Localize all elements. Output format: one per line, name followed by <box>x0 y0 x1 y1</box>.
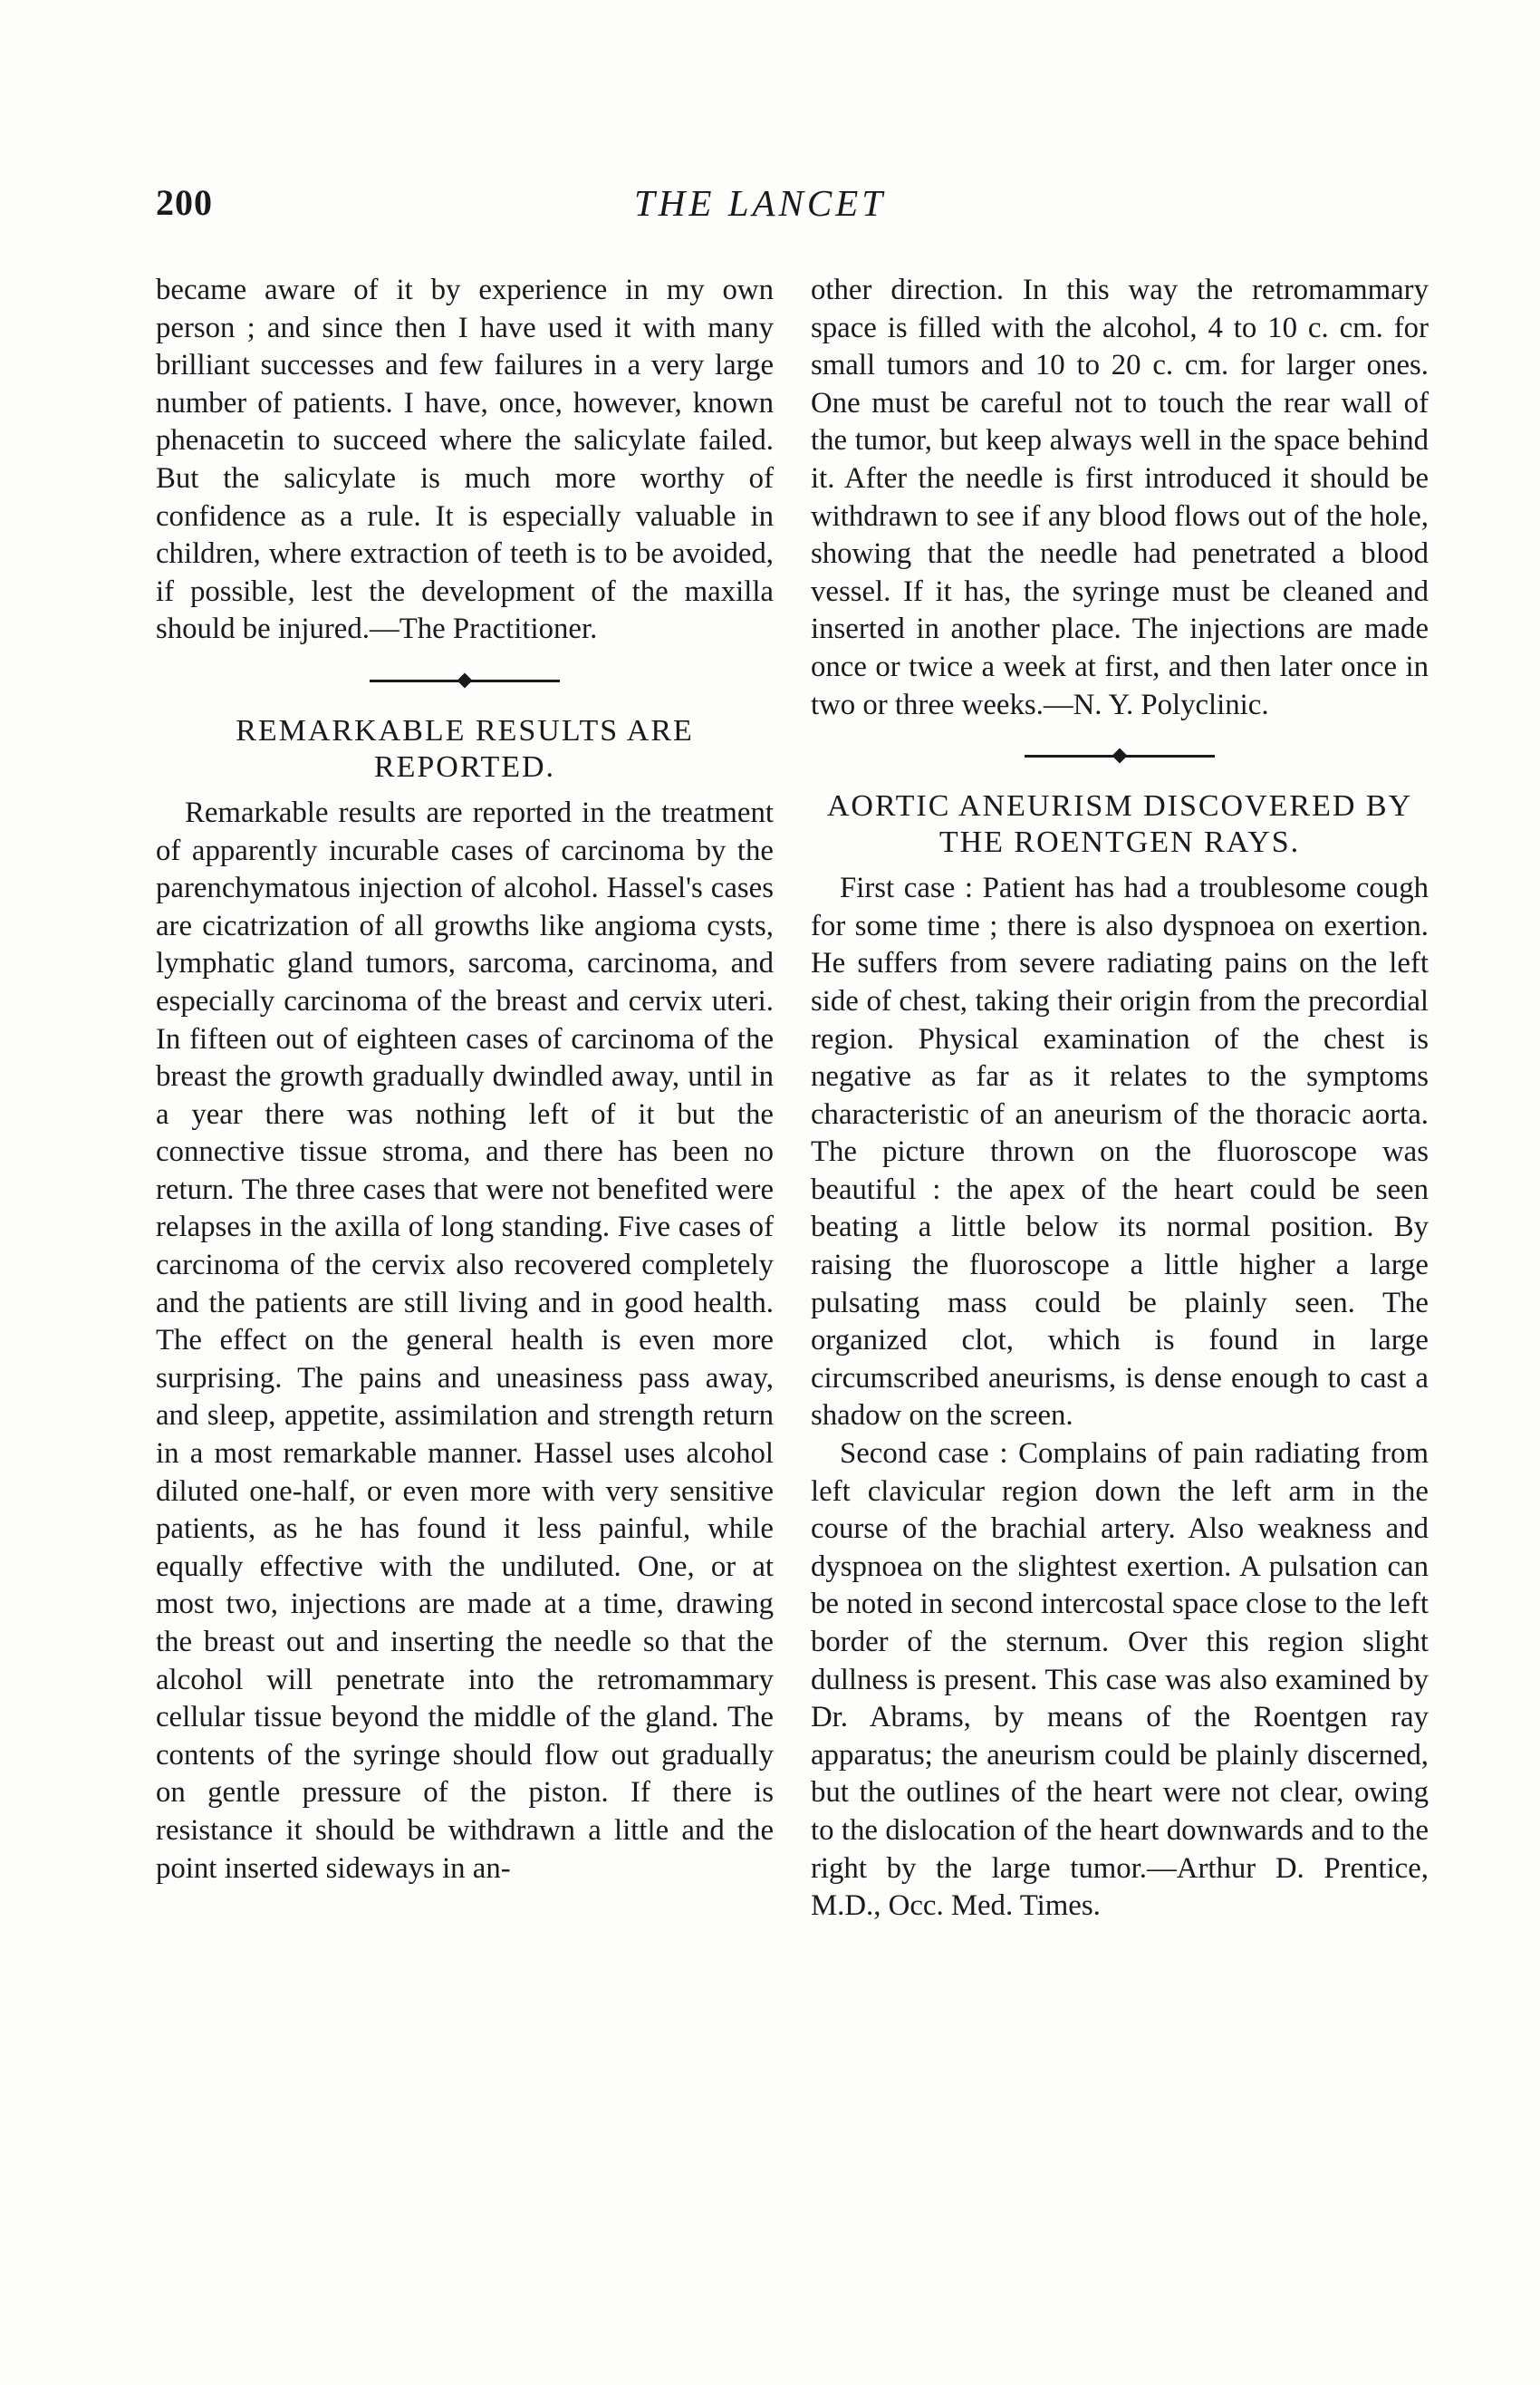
continued-paragraph: became aware of it by experience in my own person ; and since then I have used it with many brilliant successes and few failures in a very large number of patients. I have, once, however, known phenacetin to succeed where the salicylate failed. But the salicylate is much more worthy of confidence as a rule. It is especially valuable in children, where extraction of teeth is to be avoided, if possible, lest the development of the maxilla should be injured.—The Practitioner. <box>156 274 774 646</box>
page-header <box>0 181 1540 227</box>
right-column <box>811 272 1429 1926</box>
page-number: 200 <box>156 182 213 223</box>
journal-title: THE LANCET <box>634 182 887 224</box>
article-title: REMARKABLE RESULTS ARE REPORTED. <box>236 713 694 784</box>
article-body: Remarkable results are reported in the treatment of apparently incurable cases of carcinoma by the parenchymatous injection of alcohol. Hassel's cases are cicatrization of all growths like angioma cysts, lymphatic gland tumors, sarcoma, carcinoma, and especially carcinoma of the breast and cervix uteri. In fifteen out of eighteen cases of carcinoma of the breast the growth gradually dwindled away, until in a year there was nothing left of it but the connective tissue stroma, and there has been no return. The three cases that were not benefited were relapses in the axilla of long standing. Five cases of carcinoma of the cervix also recovered completely and the patients are still living and in good health. The effect on the general health is even more surprising. The pains and uneasiness pass away, and sleep, appetite, assimilation and strength return in a most remarkable manner. Hassel uses alcohol diluted one-half, or even more with very sensitive patients, as he has found it less painful, while equally effective with the undiluted. One, or at most two, injections are made at a time, drawing the breast out and inserting the needle so that the alcohol will penetrate into the retromammary cellular tissue beyond the middle of the gland. The contents of the syringe should flow out gradually on gentle pressure of the piston. If there is resistance it should be withdrawn a little and the point inserted sideways in an- <box>156 796 774 1885</box>
section-divider <box>1025 755 1215 758</box>
first-case-paragraph: First case : Patient has had a troublesome cough for some time ; there is also dyspnoea on exertion. He suffers from severe radiating pains on the left side of chest, taking their origin from the precordial region. Physical examination of the chest is negative as far as it relates to the symptoms characteristic of an aneurism of the thoracic aorta. The picture thrown on the fluoroscope was beautiful : the apex of the heart could be seen beating a little below its normal position. By raising the fluoroscope a little higher a large pulsating mass could be plainly seen. The organized clot, which is found in large circumscribed aneurisms, is dense enough to cast a shadow on the screen. <box>811 872 1429 1433</box>
second-case-paragraph: Second case : Complains of pain radiating from left clavicular region down the left arm in the course of the brachial artery. Also weakness and dyspnoea on the slightest exertion. A pulsation can be noted in second intercostal space close to the left border of the sternum. Over this region slight dullness is present. This case was also examined by Dr. Abrams, by means of the Roentgen ray apparatus; the aneurism could be plainly discerned, but the outlines of the heart were not clear, owing to the dislocation of the heart downwards and to the right by the large tumor.—Arthur D. Prentice, M.D., Occ. Med. Times. <box>811 1437 1429 1923</box>
left-column <box>156 272 774 1888</box>
continued-paragraph: other direction. In this way the retromammary space is filled with the alcohol, 4 to 10 c. cm. for small tumors and 10 to 20 c. cm. for larger ones. One must be careful not to touch the rear wall of the tumor, but keep always well in the space behind it. After the needle is first introduced it should be withdrawn to see if any blood flows out of the hole, showing that the needle had penetrated a blood vessel. If it has, the syringe must be cleaned and inserted in another place. The injections are made once or twice a week at first, and then later once in two or three weeks.—N. Y. Polyclinic. <box>811 274 1429 721</box>
section-divider <box>370 680 560 682</box>
article-title: AORTIC ANEURISM DISCOVERED BY THE ROENTGEN RAYS. <box>826 789 1413 860</box>
